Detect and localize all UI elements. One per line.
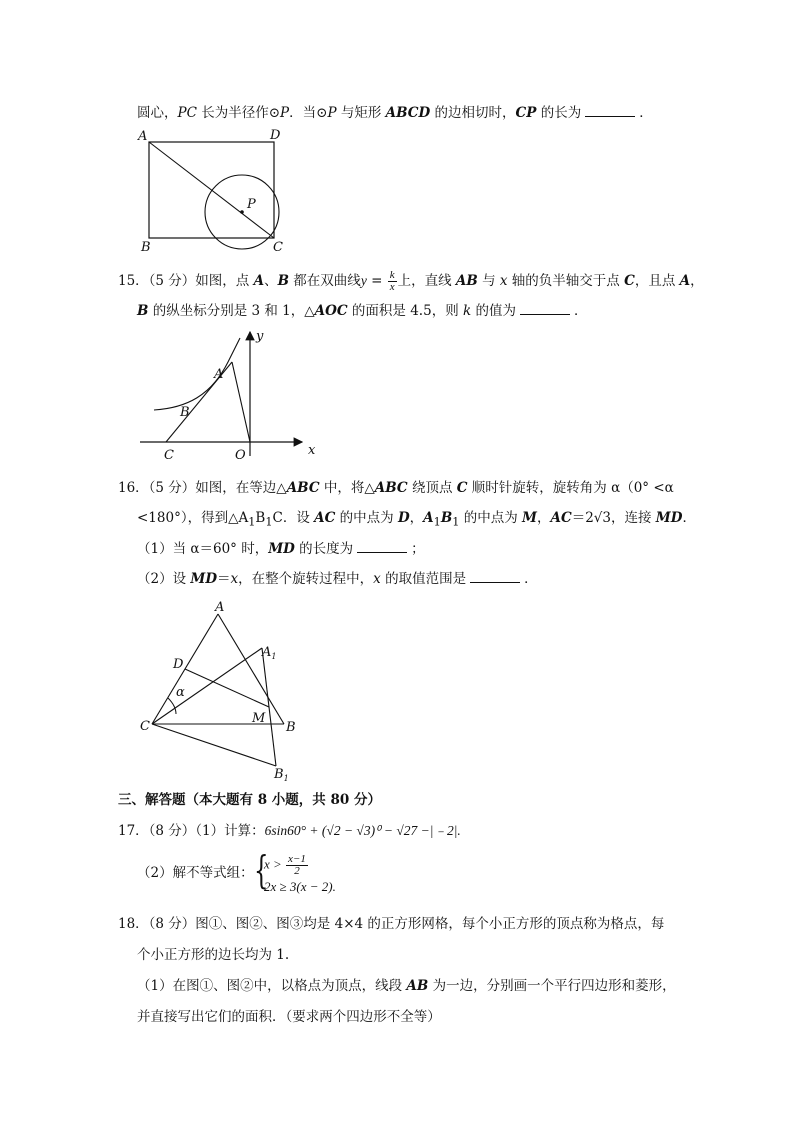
fraction-x-minus-1-over-2 [286,854,308,877]
label-a1-main: A [262,645,272,660]
q17-text: 17．（8 分）（1）计算： [118,823,265,839]
segment-ab [218,614,284,724]
q15-text: AOC [314,303,348,319]
q15-text: A [679,273,691,289]
q16-text: 的长度为 [294,541,354,557]
q14-text: ABCD [385,105,431,121]
q15-text: 的面积是 4.5，则 [347,303,463,319]
q15-text: 15．（5 分）如图，点 [118,273,254,289]
q18-text: 为一边，分别画一个平行四边形和菱形， [428,978,676,994]
q15-text: 、 [264,273,278,289]
segment-ca1 [152,648,262,724]
q15-line1 [118,270,704,293]
label-o: O [235,448,246,463]
q17-line2 [137,864,254,882]
q18-line2: 个小正方形的边长均为 1. [137,947,290,963]
q15-text: A [253,273,265,289]
q16-text: ＝2√3，连接 [571,510,656,526]
label-a: A [215,600,225,615]
q16-text: ＝ [217,571,231,587]
q15-text: 的值为 [471,303,516,319]
q15-text: = [366,273,387,289]
answer-blank[interactable] [520,302,570,315]
q15-text: ，且点 [634,273,680,289]
label-y: y [256,329,264,344]
label-c: C [273,240,283,254]
q16-text: x [373,571,381,587]
fraction-k-over-x [388,270,397,293]
q15-text: ． [573,303,588,319]
q18-text: AB [406,978,429,994]
q16-text: C [456,480,468,496]
q16-figure [136,598,306,784]
q14-text: P [327,105,337,121]
answer-blank[interactable] [470,570,520,583]
inequality-2 [264,878,336,896]
q16-sub2 [137,570,538,588]
q17-expression: 6sin60° + (√2 − √3)⁰ − √27 −|﹣2|. [264,823,461,838]
label-m: M [252,711,266,726]
q14-text: 的边相切时， [430,105,516,121]
q16-text: B [255,510,266,526]
label-p: P [247,197,256,212]
q15-text: C [624,273,635,289]
q16-text: 的取值范围是 [380,571,467,587]
q16-text: ，在整个旋转过程中， [238,571,374,587]
q16-text: AC [550,510,572,526]
label-a1-sub: 1 [271,652,277,661]
label-x: x [308,443,316,458]
q15-text: ， [690,273,704,289]
q15-text: AB [455,273,478,289]
q14-text: PC [177,105,197,121]
label-b1 [273,767,289,783]
q15-text: 的纵坐标分别是 3 和 1，△ [148,303,315,319]
q16-text: MD [655,510,683,526]
q16-text: A [423,510,434,526]
fraction-numerator: k [389,269,395,281]
label-a1 [261,645,276,661]
q17-line1 [118,822,461,840]
q16-text: ． [682,510,696,526]
diagonal-ac [149,142,274,238]
q14-text: 与矩形 [336,105,386,121]
segment-ao [232,362,250,442]
q16-text: ． [524,571,538,587]
q16-text: M [522,510,537,526]
q16-text: 顺时针旋转，旋转角为 α（0° <α [467,480,674,496]
q15-text: B [277,273,290,289]
answer-blank[interactable] [357,540,407,553]
q15-line2 [137,302,587,320]
q15-text: k [462,303,472,319]
q16-text: <180°），得到△A [137,510,249,526]
q16-text: x [230,571,239,587]
label-c: C [164,448,174,463]
q15-figure [136,326,326,466]
q15-text: x [499,273,508,289]
q16-text: D [397,510,410,526]
q16-text: AC [314,510,336,526]
label-a: A [138,129,148,144]
q15-text: B [137,303,149,319]
q16-text: 中，将△ [319,480,375,496]
inequality-system [254,848,374,896]
q16-text: B [440,510,453,526]
q18-line4: 并直接写出它们的面积．（要求两个四边形不全等） [137,1009,441,1025]
q17-text: . [332,879,336,894]
q15-text: 与 [477,273,500,289]
q17-text: （2）解不等式组： [137,865,254,881]
q14-line [137,104,653,122]
q16-line2 [137,509,696,532]
q18-line3 [137,977,676,995]
fraction-denominator: 2 [294,865,300,877]
q16-text: 16．（5 分）如图，在等边△ [118,480,287,496]
label-b1-sub: 1 [283,774,289,783]
hyperbola-branch [154,338,240,410]
fraction-numerator: x−1 [288,853,306,865]
label-c: C [140,719,150,734]
label-b: B [286,720,296,735]
q16-text: ．设 [282,510,315,526]
section-heading: 三、解答题（本大题有 8 小题，共 80 分） [118,792,381,808]
brace: { [254,848,269,892]
q14-text: ． [639,105,653,121]
q14-text: 圆心， [137,105,178,121]
q14-text: P [280,105,290,121]
q16-text: 绕顶点 [407,480,457,496]
q15-text: 上，直线 [397,273,456,289]
q16-text: ABC [374,480,408,496]
q15-text: y [360,273,367,288]
q16-text: （1）当 α＝60° 时， [137,541,269,557]
q16-text: ， [536,510,551,526]
q16-text: 1 [265,515,273,529]
q16-line1 [118,479,674,497]
q16-text: 的中点为 [335,510,398,526]
q14-text: ．当⊙ [289,105,328,121]
q16-text: ABC [286,480,320,496]
label-d: D [270,128,281,143]
answer-blank[interactable] [585,104,635,117]
q16-text: 1 [248,515,256,529]
q15-text: 轴的负半轴交于点 [507,273,625,289]
q14-text: 长为半径作⊙ [196,105,281,121]
q17-text: x > [264,856,282,872]
q17-text: 2x ≥ 3(x − 2) [264,879,333,894]
fraction-denominator: x [389,281,395,293]
q16-text: C [272,510,283,526]
q16-text: （2）设 [137,571,191,587]
q16-sub1 [137,540,425,558]
q16-text: ， [409,510,424,526]
label-b1-main: B [274,767,284,782]
q16-text: 1 [452,515,460,529]
q16-text: MD [190,571,218,587]
label-d: D [173,657,184,672]
q14-figure [134,126,294,254]
segment-md [185,669,269,707]
q16-text: 1 [433,515,441,529]
inequality-1 [264,854,309,877]
q16-text: ； [411,541,425,557]
label-b: B [180,405,190,420]
label-b: B [141,240,151,254]
q16-text: MD [268,541,295,557]
q15-text: 都在双曲线 [289,273,361,289]
q14-text: 的长为 [536,105,582,121]
label-a: A [214,367,224,382]
q18-line1: 18．（8 分）图①、图②、图③均是 4×4 的正方形网格，每个小正方形的顶点称为格点，每 [118,916,665,932]
segment-cb1 [152,724,276,766]
q16-text: 的中点为 [459,510,523,526]
q14-text: CP [515,105,537,121]
label-alpha: α [176,685,185,700]
q18-text: （1）在图①、图②中，以格点为顶点，线段 [137,978,407,994]
point-p [240,210,244,214]
